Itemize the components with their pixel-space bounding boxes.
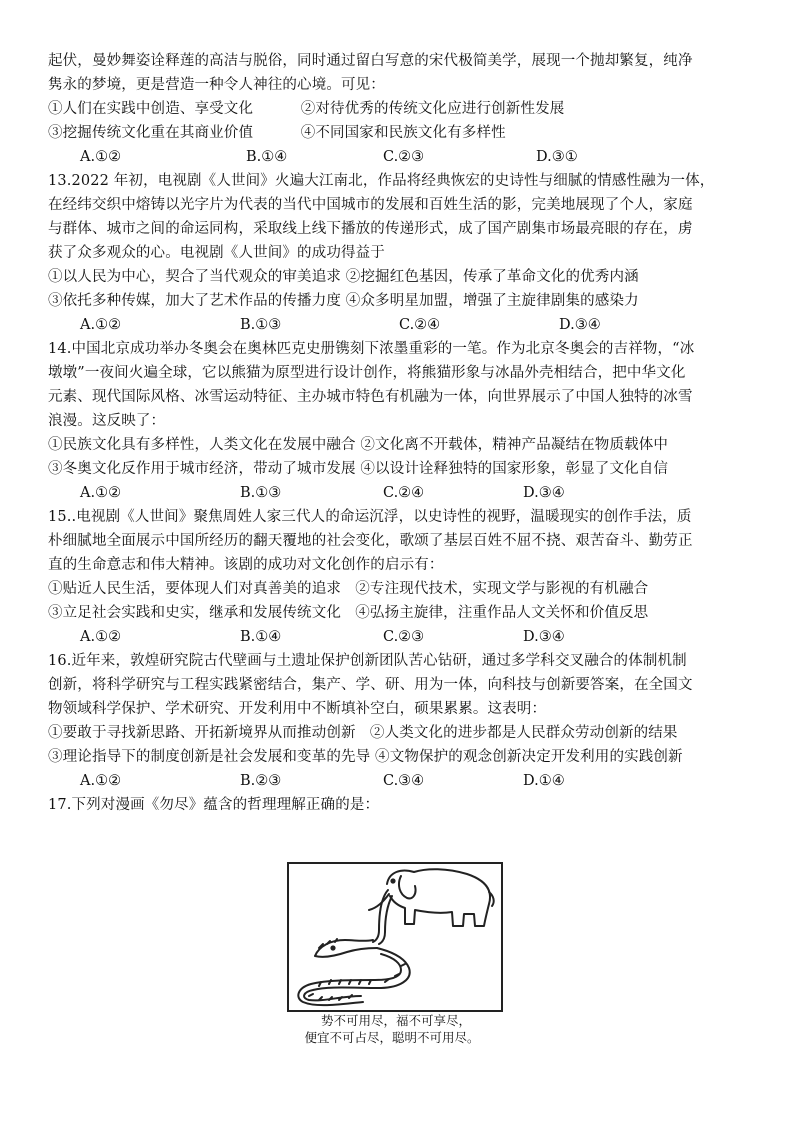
q15-option-d: D.③④ [523,629,565,645]
q13-option-a: A.①② [80,317,122,333]
q14-stem-line: 元素、现代国际风格、冰雪运动特征、主办城市特色有机融为一体，向世界展示了中国人独特的冰雪 [48,389,693,405]
q12-statement-line: ③挖掘传统文化重在其商业价值 ④不同国家和民族文化有多样性 [48,125,506,141]
q12-option-b: B.①④ [246,149,288,165]
q14-option-b: B.①③ [240,485,282,501]
q15-stem-line: 15..电视剧《人世间》聚焦周姓人家三代人的命运沉浮，以史诗性的视野，温暖现实的创作手法，质 [48,509,692,525]
q13-statement-line: ③依托多种传媒，加大了艺术作品的传播力度 ④众多明星加盟，增强了主旋律剧集的感染力 [48,293,639,309]
q16-option-a: A.①② [80,773,122,789]
q14-statement-line: ③冬奥文化反作用于城市经济，带动了城市发展 ④以设计诠释独特的国家形象，彰显了文化自信 [48,461,669,477]
q15-option-a: A.①② [80,629,122,645]
q12-stem-line: 隽永的梦境，更是营造一种令人神往的心境。可见： [48,77,385,93]
cartoon-caption-line-2: 便宜不可占尽，聪明不可用尽。 [304,1030,480,1045]
q15-stem-line: 朴细腻地全面展示中国所经历的翻天覆地的社会变化，歌颂了基层百姓不屈不挠、艰苦奋斗、勤劳正 [48,533,693,549]
q13-stem-line: 13.2022 年初，电视剧《人世间》火遍大江南北，作品将经典恢宏的史诗性与细腻的情感性融为一体， [48,173,715,189]
q16-stem-line: 创新，将科学研究与工程实践紧密结合，集产、学、研、用为一体，向科技与创新要答案，在全国文 [48,677,693,693]
q13-option-b: B.①③ [240,317,282,333]
cartoon-illustration [287,862,503,1012]
q14-option-a: A.①② [80,485,122,501]
q14-option-d: D.③④ [523,485,565,501]
q15-statement-line: ③立足社会实践和史实，继承和发展传统文化 ④弘扬主旋律，注重作品人文关怀和价值反思 [48,605,649,621]
elephant-and-snake-drawing [289,864,501,1010]
q13-statement-line: ①以人民为中心，契合了当代观众的审美追求 ②挖掘红色基因，传承了革命文化的优秀内涵 [48,269,639,285]
q12-option-d: D.③① [536,149,578,165]
q13-stem-line: 与群体、城市之间的命运同构，采取线上线下播放的传递形式，成了国产剧集市场最亮眼的存在，虏 [48,221,693,237]
q16-stem-line: 物领域科学保护、学术研究、开发利用中不断填补空白，硕果累累。这表明： [48,701,547,717]
q14-stem-line: 墩墩”一夜间火遍全球，它以熊猫为原型进行设计创作，将熊猫形象与冰晶外壳相结合，把中华文化 [48,365,686,381]
q14-option-c: C.②④ [383,485,425,501]
q15-stem-line: 直的生命意志和伟大精神。该剧的成功对文化创作的启示有： [48,557,444,573]
q15-statement-line: ①贴近人民生活，要体现人们对真善美的追求 ②专注现代技术，实现文学与影视的有机融合 [48,581,649,597]
q15-option-b: B.①④ [240,629,282,645]
q16-option-d: D.①④ [523,773,565,789]
q17-stem: 17.下列对漫画《勿尽》蕴含的哲理理解正确的是： [48,797,380,813]
q16-statement-line: ①要敢于寻找新思路、开拓新境界从而推动创新 ②人类文化的进步都是人民群众劳动创新的结果 [48,725,678,741]
q13-option-c: C.②④ [399,317,441,333]
q12-option-c: C.②③ [383,149,425,165]
q16-option-b: B.②③ [240,773,282,789]
q16-stem-line: 16.近年来，敦煌研究院古代壁画与土遗址保护创新团队苦心钻研，通过多学科交叉融合的体制机制 [48,653,687,669]
q13-option-d: D.③④ [559,317,601,333]
q14-statement-line: ①民族文化具有多样性，人类文化在发展中融合 ②文化离不开载体，精神产品凝结在物质载体中 [48,437,669,453]
q13-stem-line: 在经纬交织中熔铸以光字片为代表的当代中国城市的发展和百姓生活的影，完美地展现了个人，家庭 [48,197,693,213]
q16-option-c: C.③④ [383,773,425,789]
q14-stem-line: 浪漫。这反映了： [48,413,166,429]
q14-stem-line: 14.中国北京成功举办冬奥会在奥林匹克史册镌刻下浓墨重彩的一笔。作为北京冬奥会的吉祥物，“冰 [48,341,695,357]
q12-option-a: A.①② [80,149,122,165]
q15-option-c: C.②③ [383,629,425,645]
cartoon-caption-line-1: 势不可用尽，福不可享尽， [320,1013,471,1028]
q13-stem-line: 获了众多观众的心。电视剧《人世间》的成功得益于 [48,245,385,261]
q16-statement-line: ③理论指导下的制度创新是社会发展和变革的先导 ④文物保护的观念创新决定开发利用的实践创新 [48,749,683,765]
q12-statement-line: ①人们在实践中创造、享受文化 ②对待优秀的传统文化应进行创新性发展 [48,101,565,117]
q12-stem-line: 起伏，曼妙舞姿诠释莲的高洁与脱俗，同时通过留白写意的宋代极简美学，展现一个抛却繁复，纯净 [48,53,693,69]
